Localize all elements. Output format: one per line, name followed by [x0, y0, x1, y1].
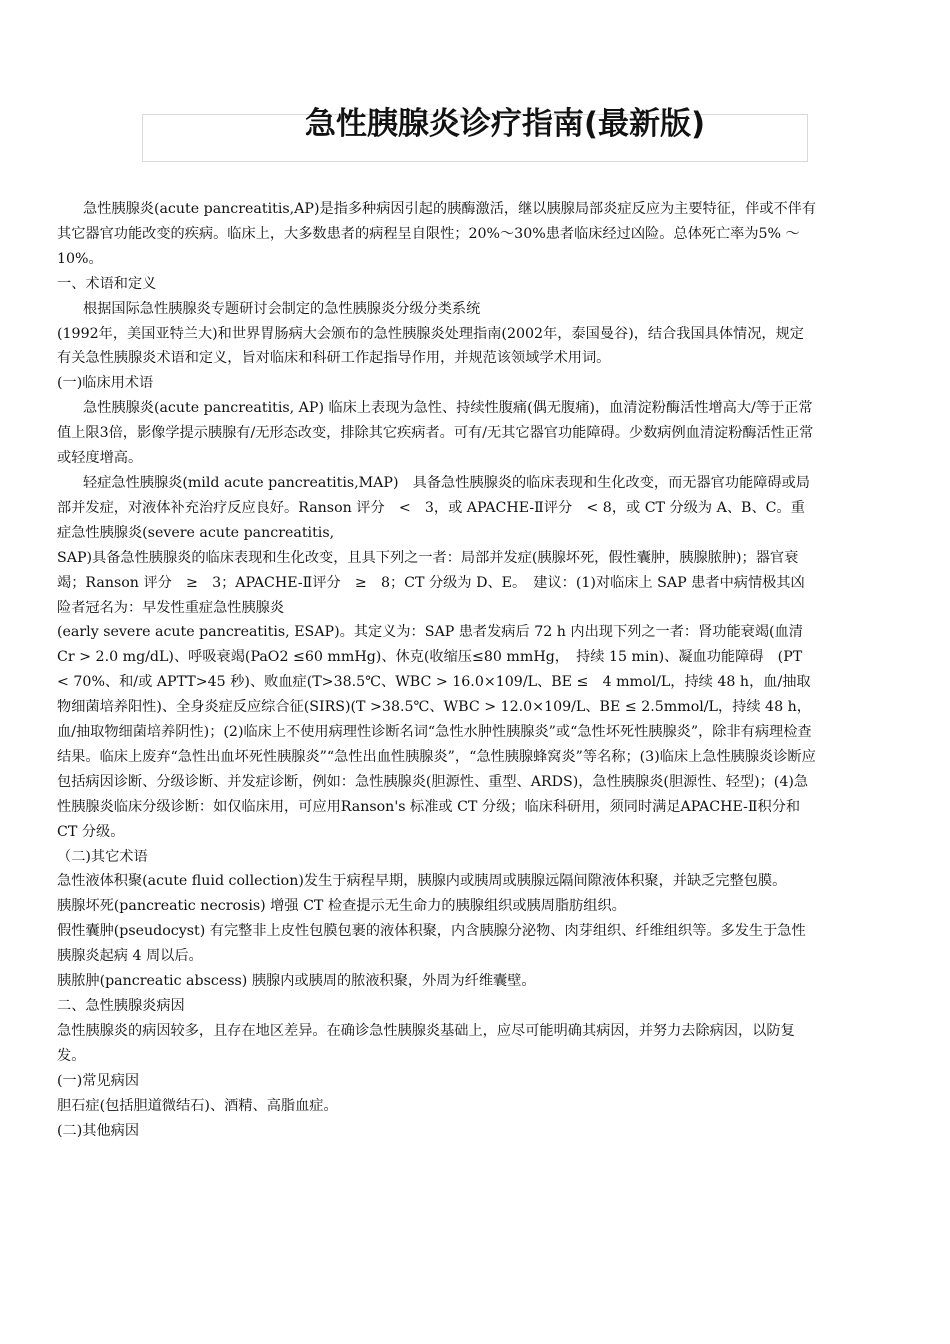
body-paragraph: SAP)具备急性胰腺炎的临床表现和生化改变，且具下列之一者：局部并发症(胰腺坏死，假性囊肿，胰腺脓肿)；器官衰竭；Ranson 评分 ≥ 3；APACHE-Ⅱ评分 ≥ 8；CT 分级为 D、E。 建议：(1)对临床上 SAP 患者中病情极其凶险者冠名为：早发性重症急性胰腺炎	[57, 549, 805, 616]
body-paragraph: (early severe acute pancreatitis, ESAP)。其定义为：SAP 患者发病后 72 h 内出现下列之一者：肾功能衰竭(血清 Cr > 2.0 mg/dL)、呼吸衰竭(PaO2 ≤60 mmHg)、休克(收缩压≤80 mmHg， 持续 15 min)、凝血功能障碍 (PT < 70%、和/或 APTT>45 秒)、败血症(T>38.5℃、WBC > 16.0×109/L、BE ≤ 4 mmol/L，持续 48 h，血/抽取物细菌培养阳性)、全身炎症反应综合征(SIRS)(T >38.5℃、WBC > 12.0×109/L、BE ≤ 2.5mmol/L，持续 48 h，血/抽取物细菌培养阴性)；(2)临床上不使用病理性诊断名词“急性水肿性胰腺炎”或“急性坏死性胰腺炎”，除非有病理检查结果。临床上废弃“急性出血坏死性胰腺炎”“急性出血性胰腺炎”，“急性胰腺蜂窝炎”等名称；(3)临床上急性胰腺炎诊断应包括病因诊断、分级诊断、并发症诊断，例如：急性胰腺炎(胆源性、重型、ARDS)，急性胰腺炎(胆源性、轻型)；(4)急性胰腺炎临床分级诊断：如仅临床用，可应用Ranson's 标准或 CT 分级；临床科研用，须同时满足APACHE-Ⅱ积分和 CT 分级。	[57, 624, 816, 840]
body-paragraph: 胰腺坏死(pancreatic necrosis) 增强 CT 检查提示无生命力的胰腺组织或胰周脂肪组织。	[57, 898, 626, 915]
body-paragraph: 胆石症(包括胆道微结石)、酒精、高脂血症。	[57, 1097, 338, 1114]
body-paragraph: (1992年，美国亚特兰大)和世界胃肠病大会颁布的急性胰腺炎处理指南(2002年，泰国曼谷)，结合我国具体情况，规定有关急性胰腺炎术语和定义，旨对临床和科研工作起指导作用，并规范该领域学术用词。	[57, 325, 804, 367]
body-paragraph: 二、急性胰腺炎病因	[57, 998, 185, 1014]
body-paragraph: 一、术语和定义	[57, 275, 157, 292]
document-body	[57, 197, 817, 1143]
body-paragraph: 急性胰腺炎的病因较多，且存在地区差异。在确诊急性胰腺炎基础上，应尽可能明确其病因，并努力去除病因，以防复发。	[57, 1022, 795, 1064]
body-paragraph: （二)其它术语	[57, 848, 148, 865]
body-paragraph: 急性液体积聚(acute fluid collection)发生于病程早期，胰腺内或胰周或胰腺远隔间隙液体积聚，并缺乏完整包膜。	[57, 873, 787, 890]
body-paragraph: (一)临床用术语	[57, 375, 154, 392]
body-paragraph: 假性囊肿(pseudocyst) 有完整非上皮性包膜包裹的液体积聚，内含胰腺分泌物、肉芽组织、纤维组织等。多发生于急性胰腺炎起病 4 周以后。	[57, 923, 806, 965]
body-paragraph: 胰脓肿(pancreatic abscess) 胰腺内或胰周的脓液积聚，外周为纤维囊壁。	[57, 973, 536, 990]
body-paragraph: (二)其他病因	[57, 1122, 140, 1139]
body-paragraph: 急性胰腺炎(acute pancreatitis,AP)是指多种病因引起的胰酶激活，继以胰腺局部炎症反应为主要特征，伴或不伴有其它器官功能改变的疾病。临床上，大多数患者的病程呈自限性；20%～30%患者临床经过凶险。总体死亡率为5% ～10%。	[57, 201, 817, 267]
body-paragraph: (一)常见病因	[57, 1072, 140, 1089]
body-paragraph: 急性胰腺炎(acute pancreatitis, AP) 临床上表现为急性、持续性腹痛(偶无腹痛)，血清淀粉酶活性增高大/等于正常值上限3倍，影像学提示胰腺有/无形态改变，排除其它疾病者。可有/无其它器官功能障碍。少数病例血清淀粉酶活性正常或轻度增高。	[57, 400, 814, 467]
body-paragraph: 轻症急性胰腺炎(mild acute pancreatitis,MAP) 具备急性胰腺炎的临床表现和生化改变，而无器官功能障碍或局部并发症，对液体补充治疗反应良好。Ranson 评分 < 3，或 APACHE-Ⅱ评分 < 8，或 CT 分级为 A、B、C。重症急性胰腺炎(severe acute pancreatitis,	[57, 474, 810, 541]
body-paragraph: 根据国际急性胰腺炎专题研讨会制定的急性胰腺炎分级分类系统	[83, 300, 481, 317]
document-title: 急性胰腺炎诊疗指南(最新版)	[304, 106, 706, 142]
